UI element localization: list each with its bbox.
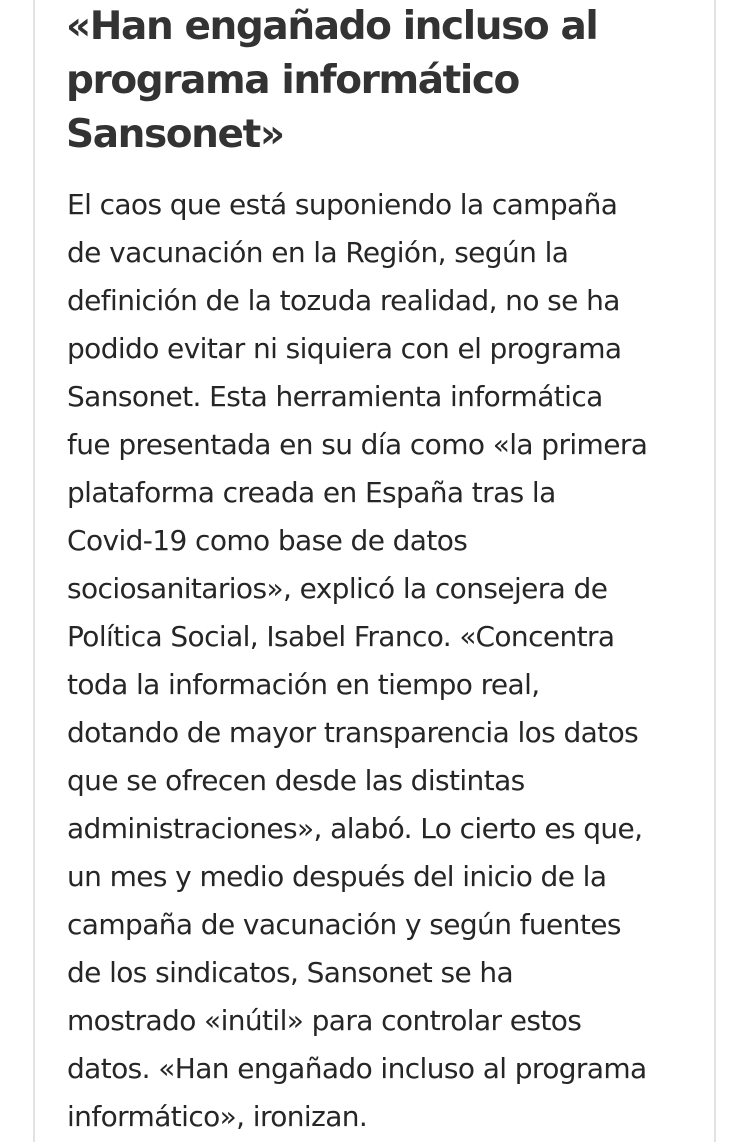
body-line: Covid-19 como base de datos — [67, 524, 468, 557]
body-line: que se ofrecen desde las distintas — [67, 764, 525, 797]
body-line: mostrado «inútil» para controlar estos — [67, 1004, 582, 1037]
body-line: plataforma creada en España tras la — [67, 476, 556, 509]
body-line: administraciones», alabó. Lo cierto es que, — [67, 812, 643, 845]
headline-line: programa informático — [66, 58, 519, 103]
body-line: Sansonet. Esta herramienta informática — [67, 380, 603, 413]
body-line: campaña de vacunación y según fuentes — [67, 908, 621, 941]
body-line: toda la información en tiempo real, — [67, 668, 540, 701]
body-line: podido evitar ni siquiera con el programa — [67, 332, 622, 365]
body-line: datos. «Han engañado incluso al programa — [67, 1052, 647, 1085]
body-line: fue presentada en su día como «la primera — [67, 428, 648, 461]
body-line: dotando de mayor transparencia los datos — [67, 716, 639, 749]
article-headline — [66, 0, 706, 162]
body-line: El caos que está suponiendo la campaña — [67, 188, 618, 221]
body-line: un mes y medio después del inicio de la — [67, 860, 607, 893]
body-line: definición de la tozuda realidad, no se ha — [67, 284, 620, 317]
body-line: sociosanitarios», explicó la consejera de — [67, 572, 608, 605]
body-line: de vacunación en la Región, según la — [67, 236, 569, 269]
headline-line: Sansonet» — [66, 112, 284, 157]
article-body-paragraph — [67, 181, 712, 1141]
body-line: Política Social, Isabel Franco. «Concentra — [67, 620, 615, 653]
headline-line: «Han engañado incluso al — [66, 4, 598, 49]
body-line: de los sindicatos, Sansonet se ha — [67, 956, 514, 989]
body-line: informático», ironizan. — [67, 1100, 368, 1133]
